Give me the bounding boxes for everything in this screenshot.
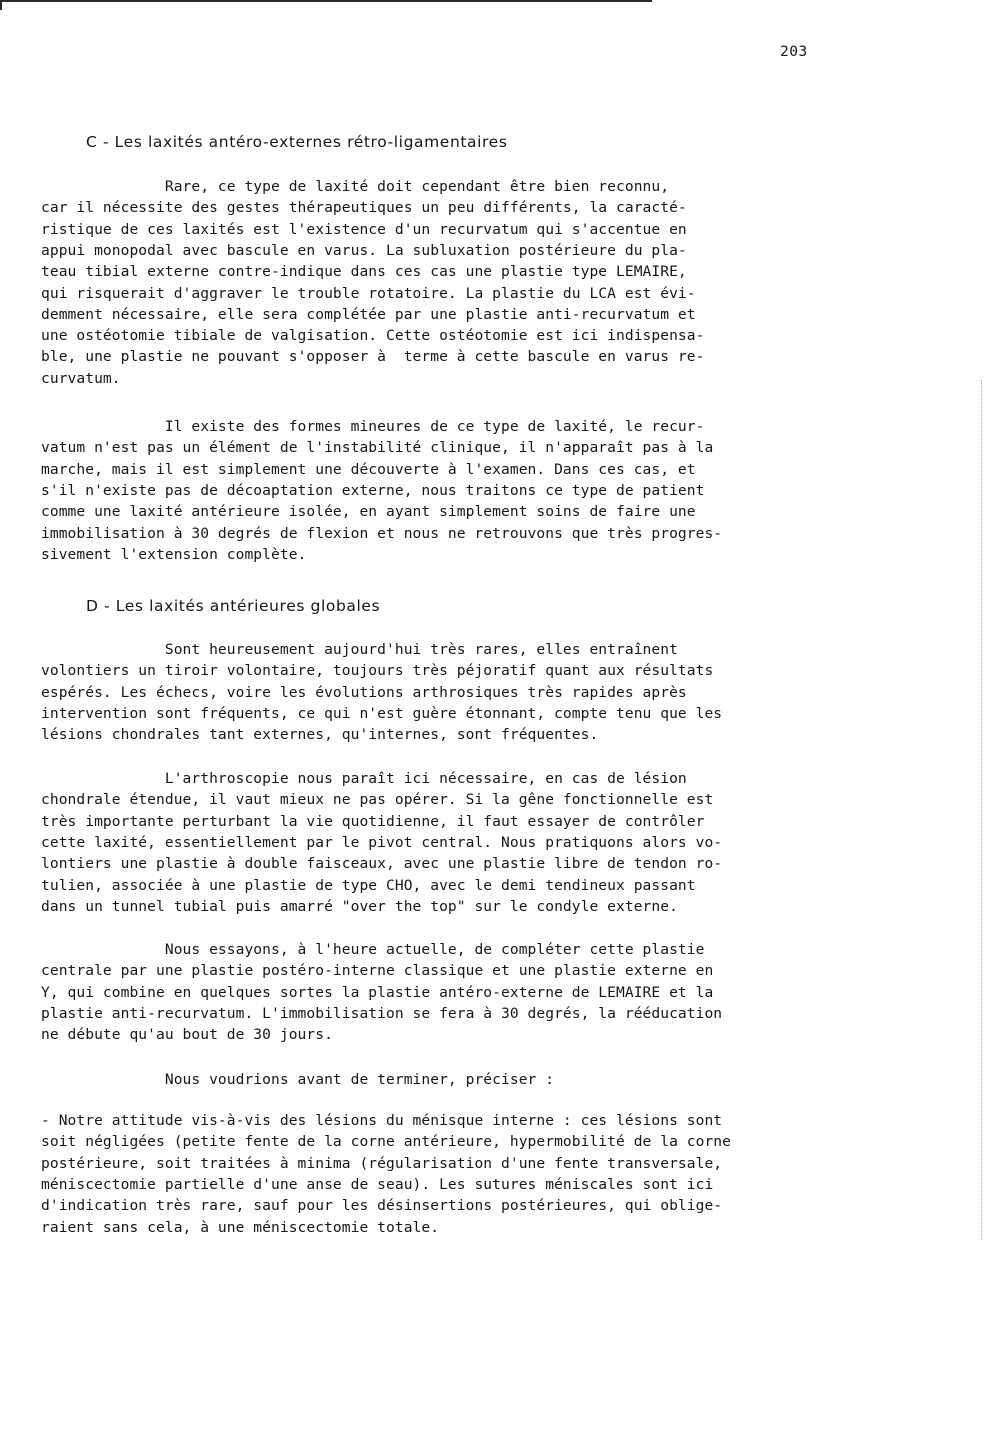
paragraph-line: plastie anti-recurvatum. L'immobilisation se fera à 30 degrés, la rééducation bbox=[41, 1004, 723, 1022]
paragraph-line: lésions chondrales tant externes, qu'internes, sont fréquentes. bbox=[41, 726, 599, 744]
paragraph-line: teau tibial externe contre-indique dans ces cas une plastie type LEMAIRE, bbox=[41, 263, 687, 281]
paragraph-line: Y, qui combine en quelques sortes la plastie antéro-externe de LEMAIRE et la bbox=[41, 983, 714, 1001]
paragraph-line: méniscectomie partielle d'une anse de seau). Les sutures méniscales sont ici bbox=[41, 1175, 714, 1193]
paragraph-line: postérieure, soit traitées à minima (régularisation d'une fente transversale, bbox=[41, 1154, 723, 1172]
corner-mark bbox=[0, 0, 2, 10]
paragraph-line: ne débute qu'au bout de 30 jours. bbox=[41, 1026, 333, 1044]
top-border-rule bbox=[0, 0, 652, 2]
paragraph-line: vatum n'est pas un élément de l'instabilité clinique, il n'apparaît pas à la bbox=[41, 439, 714, 457]
paragraph-line: Il existe des formes mineures de ce type de laxité, le recur- bbox=[41, 418, 705, 435]
paragraph-line: cette laxité, essentiellement par le pivot central. Nous pratiquons alors vo- bbox=[41, 833, 723, 851]
paragraph-line: Nous essayons, à l'heure actuelle, de compléter cette plastie bbox=[41, 941, 705, 958]
paragraph-line: tulien, associée à une plastie de type CHO, avec le demi tendineux passant bbox=[41, 876, 696, 894]
page-number: 203 bbox=[780, 44, 808, 60]
section-heading: C - Les laxités antéro-externes rétro-ligamentaires bbox=[86, 133, 508, 151]
paragraph-line: ristique de ces laxités est l'existence d'un recurvatum qui s'accentue en bbox=[41, 220, 687, 238]
paragraph-line: volontiers un tiroir volontaire, toujours très péjoratif quant aux résultats bbox=[41, 662, 714, 680]
paragraph-line: Rare, ce type de laxité doit cependant être bien reconnu, bbox=[41, 178, 670, 195]
paragraph-line: raient sans cela, à une méniscectomie totale. bbox=[41, 1218, 440, 1236]
paragraph-line: soit négligées (petite fente de la corne antérieure, hypermobilité de la corne bbox=[41, 1133, 732, 1151]
paragraph-line: Sont heureusement aujourd'hui très rares, elles entraînent bbox=[41, 641, 678, 658]
paragraph-line: comme une laxité antérieure isolée, en ayant simplement soins de faire une bbox=[41, 503, 696, 521]
paragraph-line: immobilisation à 30 degrés de flexion et nous ne retrouvons que très progres- bbox=[41, 524, 723, 542]
paragraph-line: Nous voudrions avant de terminer, préciser : bbox=[41, 1071, 555, 1088]
paragraph-line: très importante perturbant la vie quotidienne, il faut essayer de contrôler bbox=[41, 812, 705, 830]
paragraph-line: lontiers une plastie à double faisceaux, avec une plastie libre de tendon ro- bbox=[41, 855, 723, 873]
paragraph-line: appui monopodal avec bascule en varus. La subluxation postérieure du pla- bbox=[41, 241, 687, 259]
paragraph-line: - Notre attitude vis-à-vis des lésions du ménisque interne : ces lésions sont bbox=[41, 1112, 723, 1129]
section-heading: D - Les laxités antérieures globales bbox=[86, 597, 381, 615]
paragraph-line: curvatum. bbox=[41, 369, 121, 387]
paragraph-line: qui risquerait d'aggraver le trouble rotatoire. La plastie du LCA est évi- bbox=[41, 284, 696, 302]
paragraph-line: demment nécessaire, elle sera complétée par une plastie anti-recurvatum et bbox=[41, 305, 696, 323]
margin-dotted-line bbox=[981, 380, 982, 1240]
paragraph-line: une ostéotomie tibiale de valgisation. Cette ostéotomie est ici indispensa- bbox=[41, 327, 705, 345]
paragraph-line: dans un tunnel tubial puis amarré "over the top" sur le condyle externe. bbox=[41, 897, 678, 915]
paragraph-line: marche, mais il est simplement une découverte à l'examen. Dans ces cas, et bbox=[41, 460, 696, 478]
paragraph-line: sivement l'extension complète. bbox=[41, 545, 307, 563]
paragraph-line: chondrale étendue, il vaut mieux ne pas opérer. Si la gêne fonctionnelle est bbox=[41, 791, 714, 809]
paragraph-line: L'arthroscopie nous paraît ici nécessaire, en cas de lésion bbox=[41, 770, 687, 787]
paragraph-line: car il nécessite des gestes thérapeutiques un peu différents, la caracté- bbox=[41, 199, 687, 217]
paragraph-line: centrale par une plastie postéro-interne classique et une plastie externe en bbox=[41, 962, 714, 980]
paragraph-line: s'il n'existe pas de décoaptation externe, nous traitons ce type de patient bbox=[41, 481, 705, 499]
paragraph-line: intervention sont fréquents, ce qui n'est guère étonnant, compte tenu que les bbox=[41, 704, 723, 722]
paragraph-line: ble, une plastie ne pouvant s'opposer à terme à cette bascule en varus re- bbox=[41, 348, 705, 366]
paragraph-line: espérés. Les échecs, voire les évolutions arthrosiques très rapides après bbox=[41, 683, 687, 701]
paragraph-line: d'indication très rare, sauf pour les désinsertions postérieures, qui oblige- bbox=[41, 1197, 723, 1215]
